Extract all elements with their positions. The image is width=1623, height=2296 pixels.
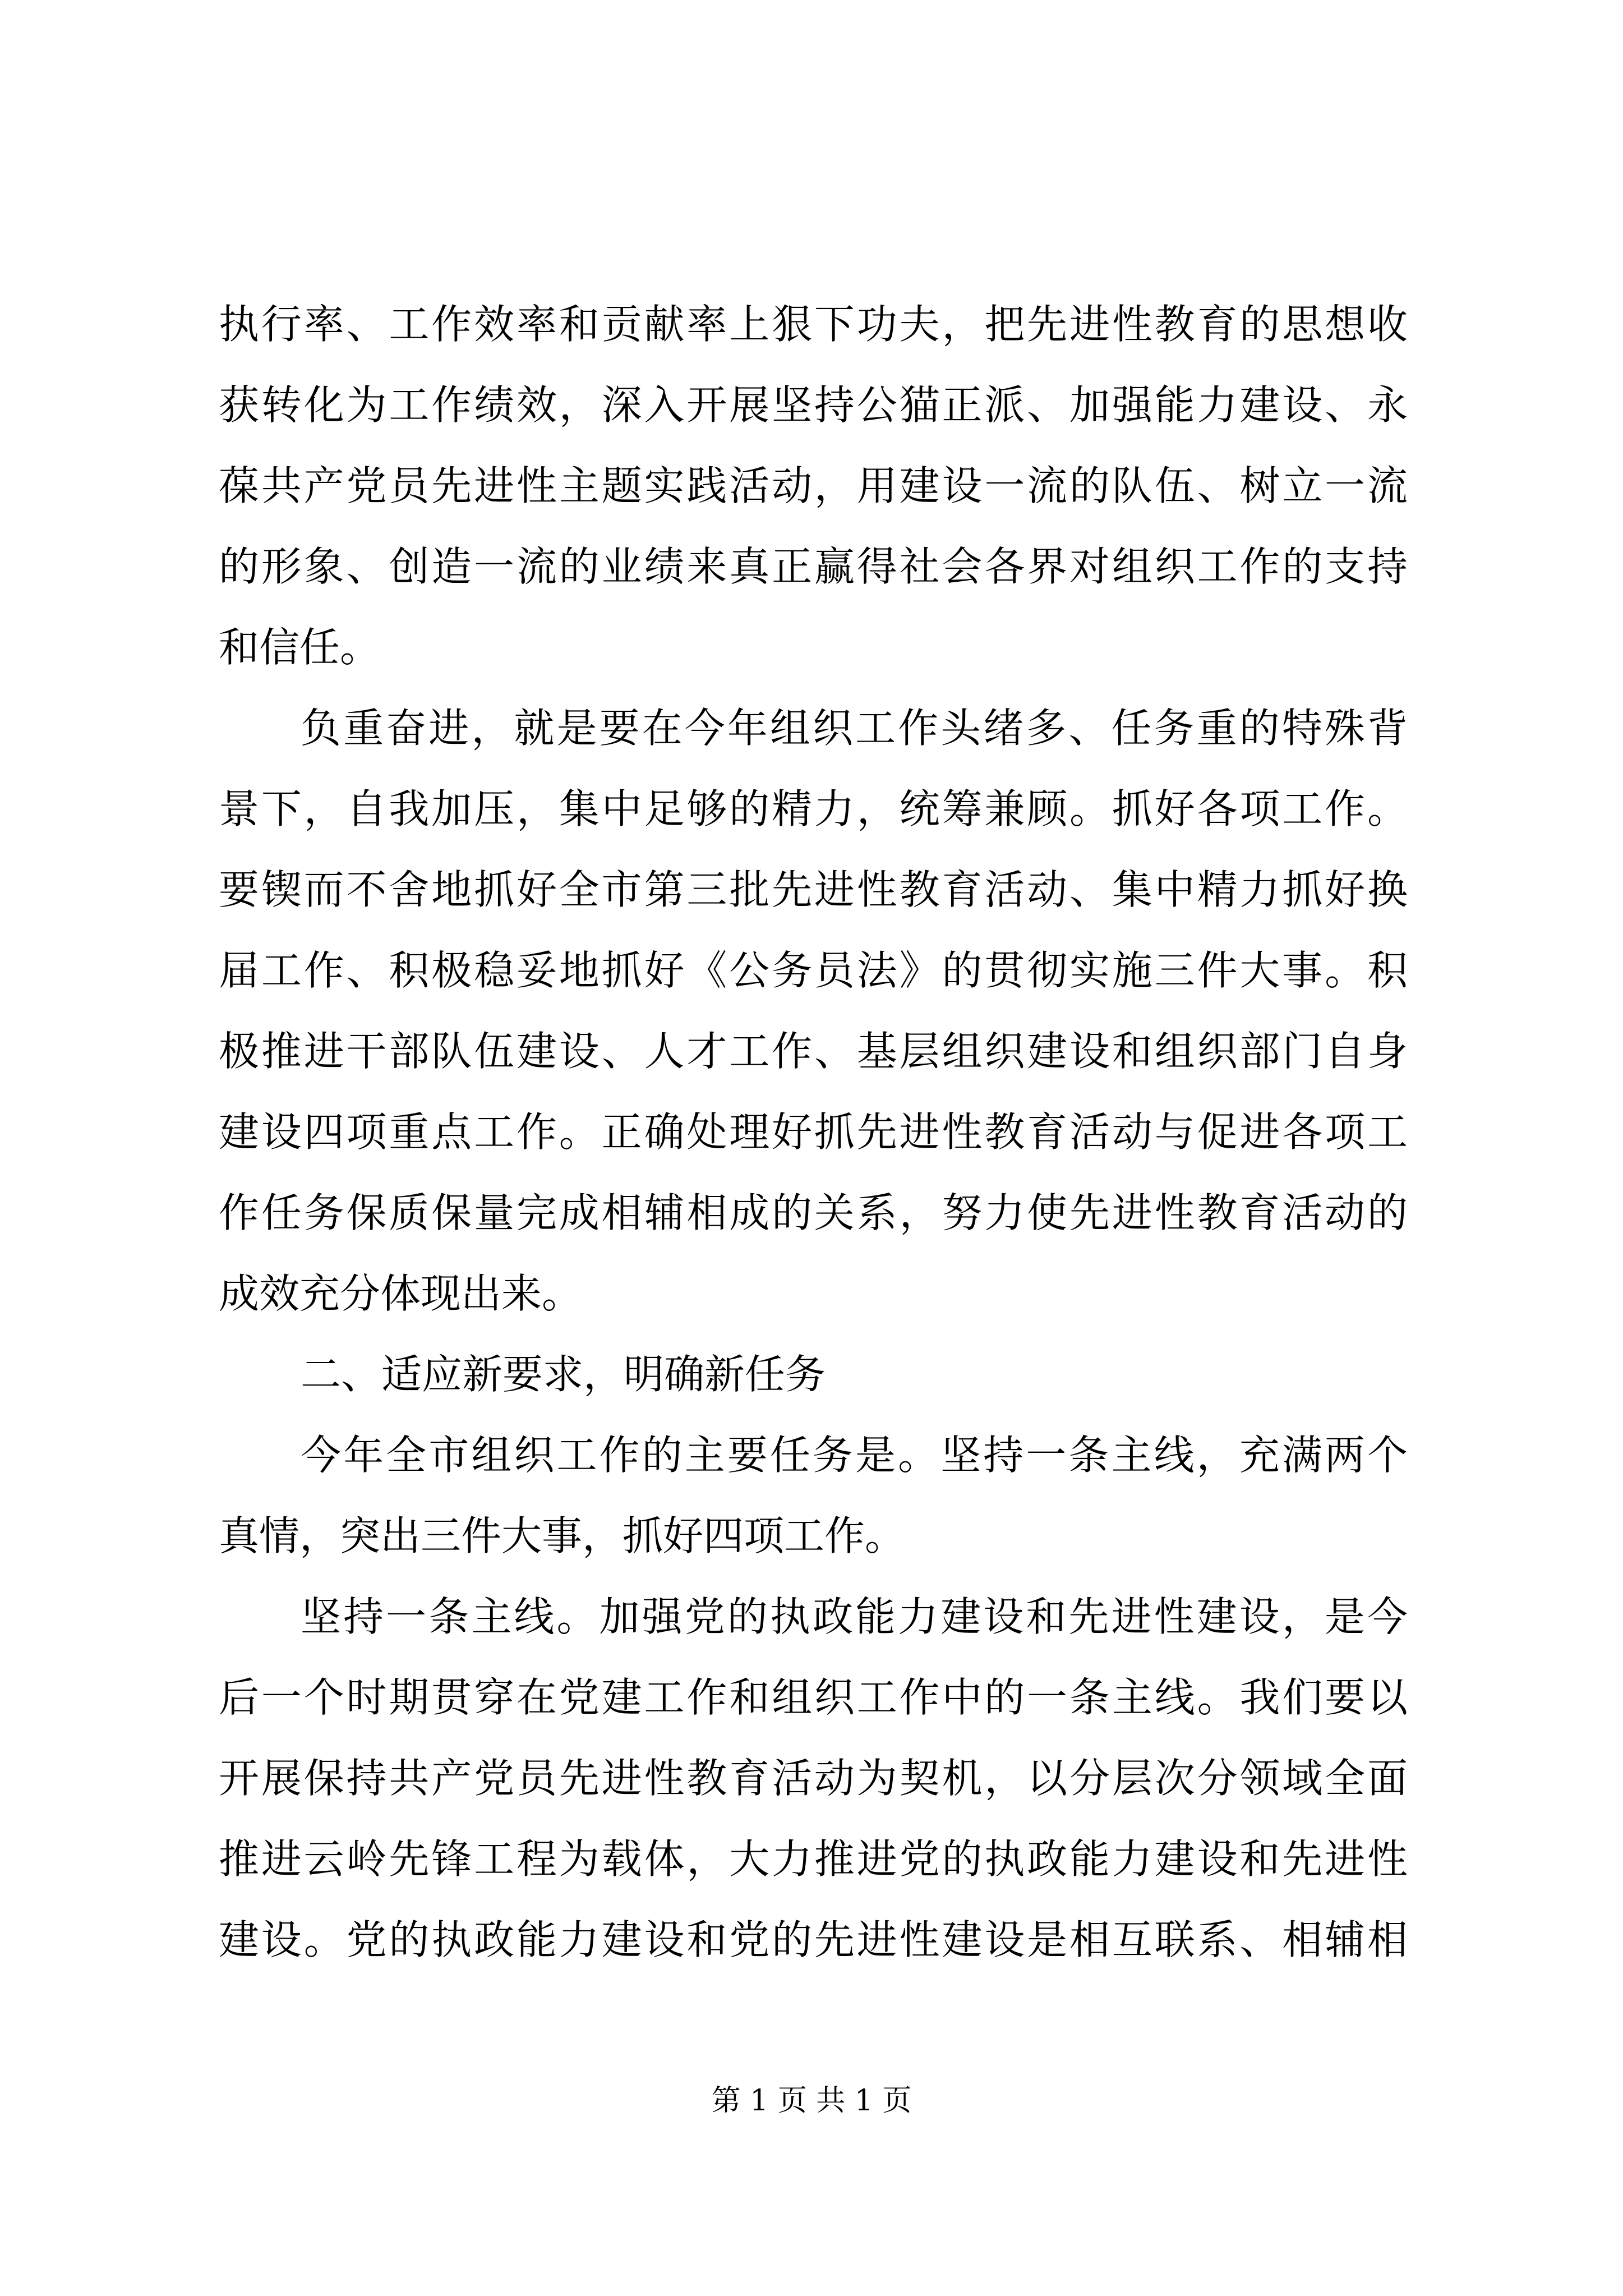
text-line: 的形象、创造一流的业绩来真正赢得社会各界对组织工作的支持 <box>219 543 1408 590</box>
text-line: 执行率、工作效率和贡献率上狠下功夫，把先进性教育的思想收 <box>219 301 1408 348</box>
text-line: 开展保持共产党员先进性教育活动为契机，以分层次分领域全面 <box>219 1755 1408 1802</box>
text-line: 极推进干部队伍建设、人才工作、基层组织建设和组织部门自身 <box>219 1028 1408 1075</box>
text-line: 成效充分体现出来。 <box>219 1270 583 1317</box>
text-line: 真情，突出三件大事，抓好四项工作。 <box>219 1512 906 1559</box>
text-line: 作任务保质保量完成相辅相成的关系，努力使先进性教育活动的 <box>219 1189 1408 1236</box>
text-line: 推进云岭先锋工程为载体，大力推进党的执政能力建设和先进性 <box>219 1835 1408 1883</box>
text-line: 坚持一条主线。加强党的执政能力建设和先进性建设，是今 <box>301 1593 1408 1640</box>
page-number-footer: 第 1 页 共 1 页 <box>711 2084 912 2118</box>
text-line: 负重奋进，就是要在今年组织工作头绪多、任务重的特殊背 <box>301 705 1408 752</box>
text-line: 建设。党的执政能力建设和党的先进性建设是相互联系、相辅相 <box>219 1916 1408 1963</box>
text-line: 葆共产党员先进性主题实践活动，用建设一流的队伍、树立一流 <box>219 462 1408 509</box>
text-line: 建设四项重点工作。正确处理好抓先进性教育活动与促进各项工 <box>219 1108 1408 1156</box>
section-heading: 二、适应新要求，明确新任务 <box>301 1351 826 1398</box>
text-line: 后一个时期贯穿在党建工作和组织工作中的一条主线。我们要以 <box>219 1674 1408 1721</box>
text-line: 届工作、积极稳妥地抓好《公务员法》的贯彻实施三件大事。积 <box>219 947 1408 994</box>
text-line: 今年全市组织工作的主要任务是。坚持一条主线，充满两个 <box>301 1432 1408 1479</box>
text-line: 要锲而不舍地抓好全市第三批先进性教育活动、集中精力抓好换 <box>219 866 1408 913</box>
text-line: 获转化为工作绩效，深入开展坚持公猫正派、加强能力建设、永 <box>219 381 1408 429</box>
text-line: 景下，自我加压，集中足够的精力，统筹兼顾。抓好各项工作。 <box>219 785 1408 832</box>
text-line: 和信任。 <box>219 624 381 671</box>
